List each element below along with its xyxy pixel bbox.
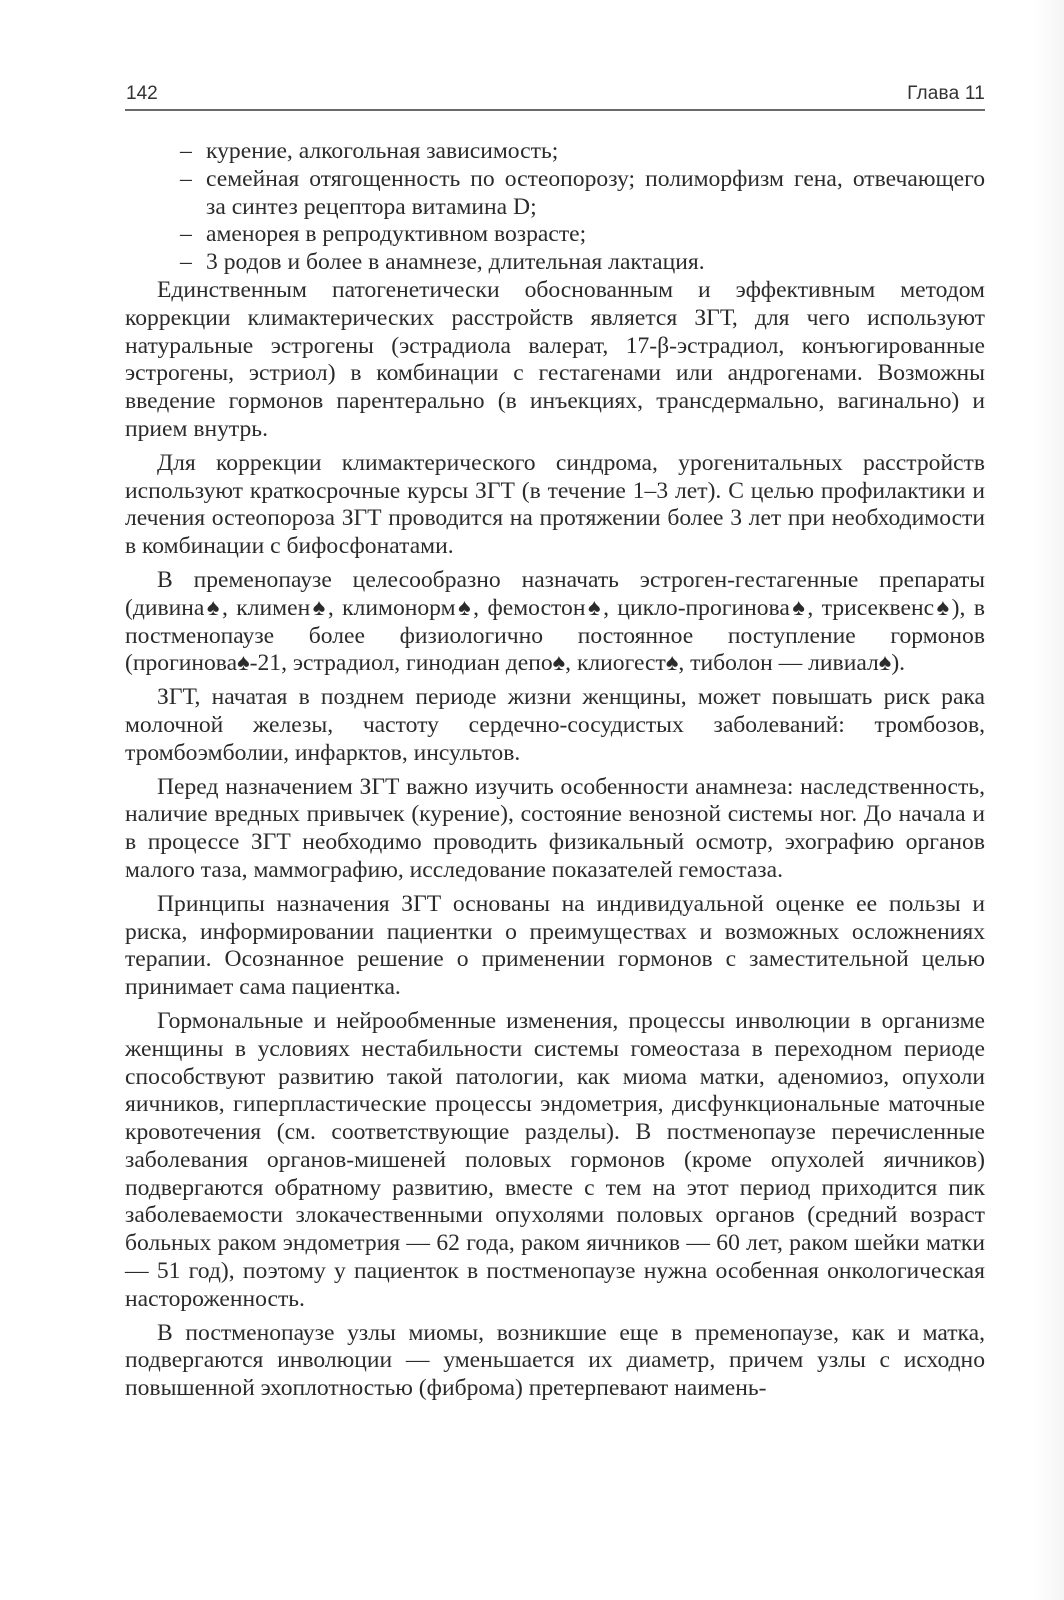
list-item [125, 138, 985, 166]
list-item-text: семейная отягощенность по остеопорозу; полиморфизм гена, отвечающего за синтез рецептора витамина D; [206, 165, 985, 220]
paragraph-hrt-drugs: В пременопаузе целесообразно назначать эстроген-гестагенные препараты (дивина♠, климен♠, климонорм♠, фемостон♠, цикло-прогинова♠, трисеквенс♠), в постменопаузе более физиологично постоянное поступление гормонов (прогинова♠-21, эстрадиол, гинодиан депо♠, клиогест♠, тиболон — ливиал♠). [125, 566, 985, 677]
list-dash: – [180, 249, 192, 276]
paragraph-pathology: Гормональные и нейрообменные изменения, процессы инволюции в организме женщины в условиях нестабильности системы гомеостаза в переходном периоде способствуют развитию такой патологии, как миома матки, аденомиоз, опухоли яичников, гиперпластические процессы эндометрия, дисфункциональные маточные кровотечения (см. соответствующие разделы). В постменопаузе перечисленные заболевания органов-мишеней половых гормонов (кроме опухолей яичников) подвергаются обратному развитию, вместе с тем на этот период приходится пик заболеваемости злокачественными опухолями половых органов (средний возраст больных раком эндометрия — 62 года, раком яичников — 60 лет, раком шейки матки — 51 год), поэтому у пациенток в постменопаузе нужна особенная онкологическая настороженность. [125, 1007, 985, 1312]
list-item-text: аменорея в репродуктивном возрасте; [206, 221, 587, 248]
body-text [125, 138, 985, 1403]
list-dash: – [180, 138, 192, 164]
chapter-title: Глава 11 [907, 83, 985, 104]
paragraph-myoma-involution: В постменопаузе узлы миомы, возникшие еще в пременопаузе, как и матка, подвергаются инволюции — уменьшается их диаметр, причем узлы с исходно повышенной эхоплотностью (фиброма) претерпевают наимень- [125, 1319, 985, 1402]
list-dash: – [180, 165, 192, 192]
list-item-text: 3 родов и более в анамнезе, длительная лактация. [206, 249, 705, 276]
list-item-text: курение, алкогольная зависимость; [206, 138, 559, 164]
paragraph-hrt-duration: Для коррекции климактерического синдрома, урогенитальных расстройств используют краткосрочные курсы ЗГТ (в течение 1–3 лет). С целью профилактики и лечения остеопороза ЗГТ проводится на протяжении более 3 лет при необходимости в комбинации с бифосфонатами. [125, 449, 985, 560]
risk-factor-list [125, 138, 985, 277]
list-item [125, 166, 985, 222]
paragraph-hrt-methods: Единственным патогенетически обоснованным и эффективным методом коррекции климактерических расстройств является ЗГТ, для чего используют натуральные эстрогены (эстрадиола валерат, 17-β-эстрадиол, конъюгированные эстрогены, эстриол) в комбинации с гестагенами или андрогенами. Возможны введение гормонов парентерально (в инъекциях, трансдермально, вагинально) и прием внутрь. [125, 276, 985, 442]
list-dash: – [180, 221, 192, 248]
list-item [125, 221, 985, 249]
scan-edge-shade [1034, 0, 1064, 1600]
header-rule [125, 109, 985, 111]
paragraph-hrt-principles: Принципы назначения ЗГТ основаны на индивидуальной оценке ее пользы и риска, информировании пациентки о преимуществах и возможных осложнениях терапии. Осознанное решение о применении гормонов с заместительной целью принимает сама пациентка. [125, 890, 985, 1001]
paragraph-hrt-risks: ЗГТ, начатая в позднем периоде жизни женщины, может повышать риск рака молочной железы, частоту сердечно-сосудистых заболеваний: тромбозов, тромбоэмболии, инфарктов, инсультов. [125, 684, 985, 766]
page-number: 142 [126, 83, 158, 104]
list-item [125, 249, 985, 277]
running-head [125, 80, 985, 110]
book-page [125, 80, 985, 1402]
paragraph-hrt-anamnesis: Перед назначением ЗГТ важно изучить особенности анамнеза: наследственность, наличие вредных привычек (курение), состояние венозной системы ног. До начала и в процессе ЗГТ необходимо проводить физикальный осмотр, эхографию органов малого таза, маммографию, исследование показателей гемостаза. [125, 773, 985, 883]
